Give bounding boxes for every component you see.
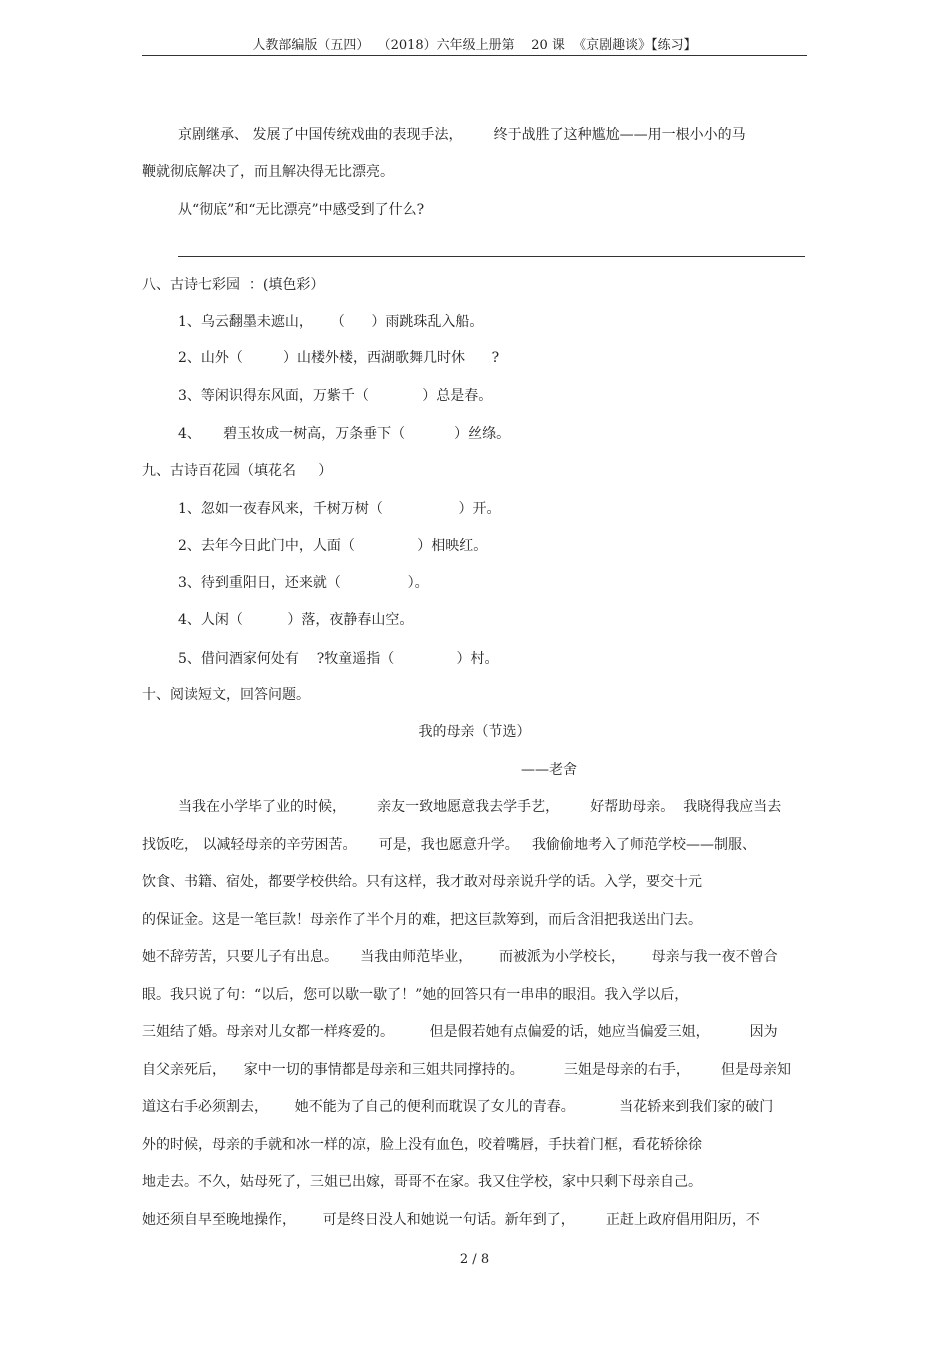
article-line: 三姐结了婚。母亲对儿女都一样疼爱的。 但是假若她有点偏爱的话，她应当偏爱三姐， 因为	[142, 1024, 778, 1040]
article-line: 道这右手必须割去， 她不能为了自己的便利而耽误了女儿的青春。 当花轿来到我们家的破门	[142, 1099, 774, 1115]
page-header: 人教部编版（五四） （2018）六年级上册第 20 课 《京剧趣谈》【练习】	[252, 38, 697, 53]
poem-item: 1、乌云翻墨未遮山， （ ）雨跳珠乱入船。	[178, 314, 484, 330]
article-author: ——老舍	[521, 762, 577, 778]
article-title: 我的母亲（节选）	[418, 724, 531, 740]
poem-item: 3、待到重阳日，还来就（ ）。	[178, 575, 429, 591]
article-line: 她还须自早至晚地操作， 可是终日没人和她说一句话。新年到了， 正赶上政府倡用阳历，不	[142, 1212, 760, 1228]
article-line: 地走去。不久，姑母死了，三姐已出嫁，哥哥不在家。我又住学校，家中只剩下母亲自己。	[142, 1174, 702, 1190]
poem-item: 4、人闲（ ）落，夜静春山空。	[178, 612, 414, 628]
page-number: 2 / 8	[459, 1252, 490, 1267]
section-title: 十、阅读短文，回答问题。	[142, 687, 310, 703]
article-line: 外的时候，母亲的手就和冰一样的凉，脸上没有血色，咬着嘴唇，手扶着门框，看花轿徐徐	[142, 1137, 702, 1153]
article-line: 当我在小学毕了业的时候， 亲友一致地愿意我去学手艺， 好帮助母亲。 我晓得我应当去	[178, 799, 782, 815]
article-line: 眼。我只说了句：“以后，您可以歇一歇了！”她的回答只有一串串的眼泪。我入学以后，	[142, 987, 689, 1003]
answer-line	[178, 256, 805, 257]
poem-item: 2、山外（ ）山楼外楼，西湖歌舞几时休 ?	[178, 350, 500, 366]
header-rule	[142, 55, 807, 56]
section-title: 九、古诗百花园（填花名 ）	[142, 463, 333, 479]
article-line: 自父亲死后， 家中一切的事情都是母亲和三姐共同撑持的。 三姐是母亲的右手， 但是母亲知	[142, 1062, 792, 1078]
article-line: 的保证金。这是一笔巨款！母亲作了半个月的难，把这巨款筹到，而后含泪把我送出门去。	[142, 912, 702, 928]
poem-item: 5、借问酒家何处有 ?牧童遥指（ ）村。	[178, 651, 499, 667]
article-line: 她不辞劳苦，只要儿子有出息。 当我由师范毕业， 而被派为小学校长， 母亲与我一夜不曾合	[142, 949, 778, 965]
article-line: 饮食、书籍、宿处，都要学校供给。只有这样，我才敢对母亲说升学的话。入学，要交十元	[142, 874, 702, 890]
passage-line: 京剧继承、 发展了中国传统戏曲的表现手法， 终于战胜了这种尴尬——用一根小小的马	[178, 127, 746, 143]
article-line: 找饭吃， 以减轻母亲的辛劳困苦。 可是，我也愿意升学。 我偷偷地考入了师范学校——制服、	[142, 837, 757, 853]
poem-item: 2、去年今日此门中，人面（ ）相映红。	[178, 538, 488, 554]
question-text: 从“彻底”和“无比漂亮”中感受到了什么?	[178, 202, 425, 218]
poem-item: 1、忽如一夜春风来，千树万树（ ）开。	[178, 501, 501, 517]
passage-line: 鞭就彻底解决了，而且解决得无比漂亮。	[142, 164, 394, 180]
poem-item: 4、 碧玉妆成一树高，万条垂下（ ）丝绦。	[178, 426, 511, 442]
poem-item: 3、等闲识得东风面，万紫千（ ）总是春。	[178, 388, 493, 404]
section-title: 八、古诗七彩园 ：(填色彩）	[142, 277, 325, 293]
